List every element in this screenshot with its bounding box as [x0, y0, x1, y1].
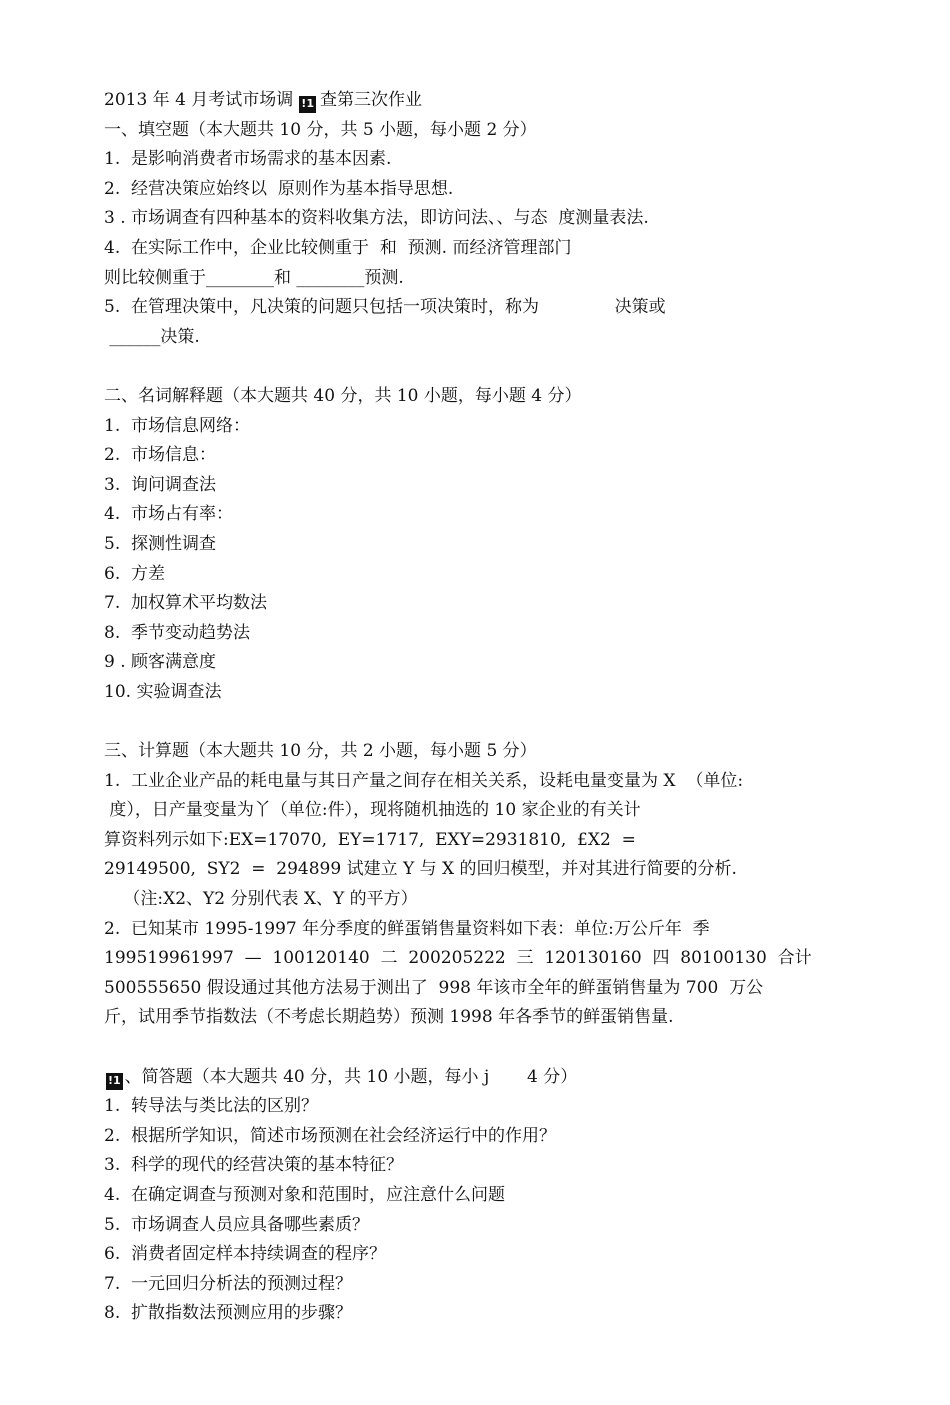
fill-question-3: 3 . 市场调查有四种基本的资料收集方法，即访问法、、与态 度测量表法.	[104, 208, 649, 229]
short-answer-item: 5. 市场调查人员应具备哪些素质？	[104, 1214, 370, 1235]
fill-question-5-line-2: ______决策.	[104, 326, 200, 347]
calc-line: 500555650 假设通过其他方法易于测出了 998 年该市全年的鲜蛋销售量为 700 万公	[104, 977, 764, 998]
section-spacer	[104, 1033, 844, 1063]
short-answer-item: 7. 一元回归分析法的预测过程？	[104, 1273, 353, 1294]
calc-line: 1. 工业企业产品的耗电量与其日产量之间存在相关关系，设耗电量变量为 X （单位:	[104, 770, 744, 791]
term-item: 5. 探测性调查	[104, 533, 217, 554]
short-answer-item: 3. 科学的现代的经营决策的基本特征？	[104, 1155, 404, 1176]
section-1-heading: 一、填空题（本大题共 10 分，共 5 小题，每小题 2 分）	[104, 119, 537, 140]
fill-question-5-line-1: 5. 在管理决策中，凡决策的问题只包括一项决策时，称为 决策或	[104, 297, 666, 318]
term-item: 4. 市场占有率：	[104, 504, 234, 525]
short-answer-item: 6. 消费者固定样本持续调查的程序？	[104, 1244, 387, 1265]
term-item: 10. 实验调查法	[104, 681, 222, 702]
calc-note: （注:X2、Y2 分别代表 X、Y 的平方）	[118, 889, 418, 910]
calc-line: 29149500, SY2 = 294899 试建立 Y 与 X 的回归模型，并对其进行简要的分析.	[104, 859, 737, 880]
calc-line: 算资料列示如下:EX=17070, EY=1717, EXY=2931810, £X2 =	[104, 829, 636, 850]
section-4-heading	[104, 1063, 844, 1093]
fill-question-1: 1. 是影响消费者市场需求的基本因素.	[104, 149, 392, 170]
document-title	[104, 86, 844, 116]
term-item: 1. 市场信息网络：	[104, 415, 251, 436]
term-item: 8. 季节变动趋势法	[104, 622, 251, 643]
scan-artifact-mark: !1	[299, 96, 316, 113]
title-part-1: 2013 年 4 月考试市场调	[104, 90, 294, 110]
term-item: 3. 询问调查法	[104, 474, 217, 495]
calc-line: 199519961997 — 100120140 二 200205222 三 120130160 四 80100130 合计	[104, 948, 812, 969]
fill-question-4-line-2: 则比较侧重于________和 ________预测.	[104, 267, 404, 288]
section-3-heading: 三、计算题（本大题共 10 分，共 2 小题，每小题 5 分）	[104, 741, 537, 762]
section-spacer	[104, 707, 844, 737]
term-item: 2. 市场信息：	[104, 445, 217, 466]
short-answer-item: 4. 在确定调查与预测对象和范围时，应注意什么问题	[104, 1184, 506, 1205]
term-item: 9 . 顾客满意度	[104, 652, 217, 673]
section-2-heading: 二、名词解释题（本大题共 40 分，共 10 小题，每小题 4 分）	[104, 385, 582, 406]
document-body	[104, 86, 844, 1329]
term-item: 7. 加权算术平均数法	[104, 593, 268, 614]
term-item: 6. 方差	[104, 563, 166, 584]
section-spacer	[104, 352, 844, 382]
section-4-heading-text: 、简答题（本大题共 40 分，共 10 小题，每小 j 4 分）	[124, 1066, 578, 1087]
title-part-2: 查第三次作业	[319, 90, 422, 110]
fill-question-2: 2. 经营决策应始终以 原则作为基本指导思想.	[104, 178, 454, 199]
fill-question-4-line-1: 4. 在实际工作中，企业比较侧重于 和 预测. 而经济管理部门	[104, 237, 572, 258]
calc-line: 斤，试用季节指数法（不考虑长期趋势）预测 1998 年各季节的鲜蛋销售量.	[104, 1007, 674, 1028]
calc-line: 2. 已知某市 1995-1997 年分季度的鲜蛋销售量资料如下表：单位:万公斤年 季	[104, 918, 710, 939]
short-answer-item: 2. 根据所学知识，简述市场预测在社会经济运行中的作用？	[104, 1125, 557, 1146]
calc-line: 度），日产量变量为丫（单位:件），现将随机抽选的 10 家企业的有关计	[104, 800, 641, 821]
scan-artifact-mark: !1	[106, 1073, 123, 1090]
short-answer-item: 1. 转导法与类比法的区别？	[104, 1096, 319, 1117]
short-answer-item: 8. 扩散指数法预测应用的步骤？	[104, 1303, 353, 1324]
